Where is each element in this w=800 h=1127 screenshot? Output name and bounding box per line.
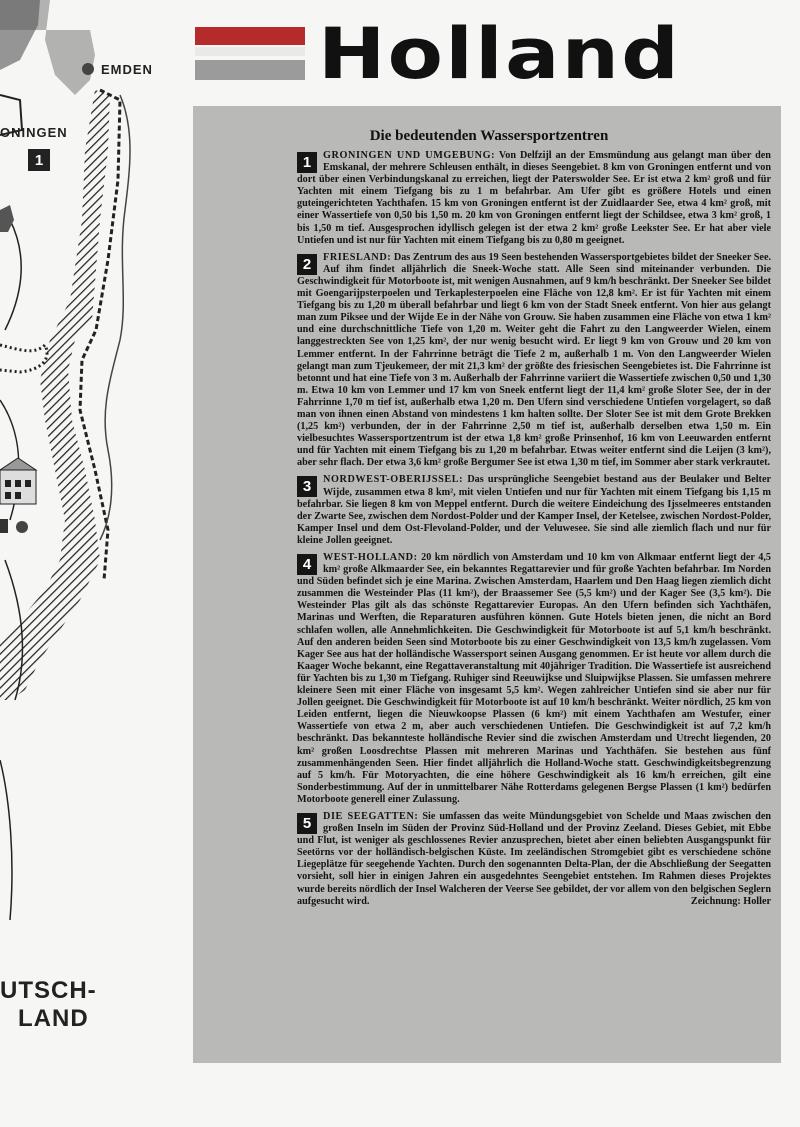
- section-number: 4: [297, 554, 317, 575]
- section-text: [297, 474, 771, 547]
- section-title: WEST-HOLLAND:: [323, 552, 418, 563]
- article-panel: [193, 106, 781, 1063]
- section-west-holland: [297, 552, 771, 806]
- article-heading: Die bedeutenden Wassersportzentren: [369, 128, 609, 144]
- section-nordwest-oberijssel: [297, 474, 771, 547]
- section-friesland: [297, 252, 771, 470]
- map-label-emden: EMDEN: [101, 62, 153, 77]
- illustration-credit: Zeichnung: Holler: [690, 895, 771, 907]
- flag-stripe-red: [195, 27, 305, 45]
- map-marker-number: 1: [28, 149, 50, 171]
- map-illustration: [0, 0, 190, 1122]
- section-title: GRONINGEN UND UMGEBUNG:: [323, 150, 496, 161]
- section-title: DIE SEEGATTEN:: [323, 810, 419, 822]
- section-body: Sie umfassen das weite Mündungsgebiet von Schelde und Maas zwischen den großen Inseln im Süden der Provinz Süd-Holland und der Provinz Zeeland. Dieses Gebiet, mit Ebbe und Flut, ist weniger als geschlossenes Revier anzusprechen, bietet aber einen beliebten Ausgangspunkt für Seetörns vor der holländisch-belgischen Küste. Im zeeländischen Stromgebiet gibt es verschiedene schöne Liegeplätze für seegehende Yachten. Durch den sogenannten Delta-Plan, der die Abschließung der Seegatten vorsieht, soll hier in einigen Jahren ein ausgedehntes Seengebiet entstehen. Im Rahmen dieses Projektes wurde bereits nördlich der Insel Walcheren der Veerse See gebildet, der vor allem von den belgischen Seglern aufgesucht wird.: [297, 810, 772, 907]
- section-text: [297, 150, 771, 247]
- section-title: NORDWEST-OBERIJSSEL:: [323, 474, 464, 486]
- section-seegatten: [297, 811, 771, 907]
- map-label-country-line1: UTSCH-: [0, 977, 97, 1004]
- section-title: FRIESLAND:: [323, 251, 392, 263]
- map-label-groningen: ONINGEN: [0, 125, 68, 140]
- flag-stripe-white: [195, 47, 305, 56]
- section-body: Von Delfzijl an der Emsmündung aus gelangt man über den Emskanal, der mehrere Schleusen enthält, in dieses Seengebiet. 8 km von Groningen entfernt und von dort über einen Verbindungskanal zu erreichen, liegt der Paterswolder See. Er ist etwa 2 km² groß und für Yachten mit einem Tiefgang bis zu 1 m befahrbar. Am Ufer gibt es größere Hotels und einen guteingerichteten Yachthafen. 15 km von Groningen entfernt ist der Zuidlaarder See, etwa 4 km² groß, mit einer Wassertiefe von 0,50 bis 1,50 m. 20 km von Groningen entfernt liegt der Schildsee, etwa 3 km² groß, 1 bis 1,50 m tief. Ausgesprochen idyllisch gelegen ist der etwa 2 km² große Leekster See. Er hat aber viele Untiefen und ist nur für Yachten mit einem Tiefgang bis zu 0,80 m geeignet.: [297, 150, 771, 246]
- section-body: 20 km nördlich von Amsterdam und 10 km von Alkmaar entfernt liegt der 4,5 km² große Alkmaarder See, ein bekanntes Regattarevier und für große Yachten befahrbar. Im Norden und Süden befindet sich je eine Marina. Zwischen Amsterdam, Haarlem und Den Haag liegen ziemlich dicht zusammen die Westeinder Plas (11 km²), der Braassemer See (5,5 km²) und der Kager See (3,5 km²). Die Westeinder Plas gilt als das schönste Regattarevier Europas. An den Ufern befinden sich Yachthäfen, Marinas und Werften, die Reparaturen ausführen können. Gute Hotels bieten jenen, die nicht an Bord schlafen wollen, alle Annehmlichkeiten. Die Geschwindigkeit für Motorboote ist auf 5,1 km/h beschränkt. Auf den anderen beiden Seen sind Motorboote bis zu einer Geschwindigkeit von 13,5 km/h zugelassen. Vom Kager See aus hat der holländische Wassersport seinen Ausgang genommen. Er ist heute vor allem durch die Kaager Woche bekannt, eine Regattaveranstaltung mit 40jähriger Tradition. Die Wassertiefe ist ausreichend für Yachten bis zu 1,30 m Tiefgang. Ruhiger sind Reeuwijkse und Sluipwijkse Plassen. Sie umfassen mehrere kleinere Seen mit einer Fläche von insgesamt 5,5 km². Wegen zahlreicher Untiefen sind sie aber nur für Jollen geeignet. Die Geschwindigkeit für Motorboote ist auf 10 km/h beschränkt. Weiter nördlich, 25 km von Leiden entfernt, liegen die Nieuwkoopse Plassen (6 km²) mit einem Yachthafen am Westufer, einer Wassertiefe von etwa 2 m, aber auch verschiedenen Untiefen. Die Geschwindigkeit ist auf 7,2 km/h beschränkt. Das bekannteste holländische Revier sind die zwischen Amsterdam und Utrecht liegenden, 20 km² großen Loosdrechtse Plassen mit mehreren Marinas und Yachthäfen. Sie bestehen aus fünf zusammenhängenden Seen. Hier findet alljährlich die Holland-Woche statt. Geschwindigkeitsbegrenzung auf 5 km/h. Für Motoryachten, die eine höhere Geschwindigkeit als 16 km/h erreichen, gilt eine Sonderbestimmung. Auf der in unmittelbarer Nähe Rotterdams gelegenen Bergse Plassen (1 km²) bedürfen Motorboote generell einer Zulassung.: [297, 552, 771, 805]
- section-body: Das Zentrum des aus 19 Seen bestehenden Wassersportgebietes bildet der Sneeker See. Auf ihm findet alljährlich die Sneek-Woche statt. Alle Seen sind miteinander verbunden. Die Geschwindigkeit für Motorboote ist, mit wenigen Ausnahmen, auf 9 km/h beschränkt. Der Sneeker See bildet mit Goengarijpsterpoelen und Terkaplesterpoelen eine Fläche von 12,8 km². Er ist für Yachten mit einem Tiefgang bis zu 1,20 m überall befahrbar und liegt 6 km von der Stadt Sneek entfernt. Von hier aus gelangt man zum Piksee und der Wijde Ee in der Nähe von Grouw. Sie haben zusammen eine Fläche von etwa 1 km² und eine durchschnittliche Tiefe von 1,20 m. Weiter geht die Fahrt zu den Langweerder Wielen, einem langgestreckten See von 1,25 km², der nur wenig besucht wird. Er liegt 9 km von Grouw und 20 km von Lemmer entfernt. In der Fahrrinne beträgt die Tiefe 2 m, außerhalb 1 m. Von den Langweerder Wielen gelangt man zum Tjeukemeer, der mit 21,3 km² der größte des friesischen Seengebietes ist. Die Fahrrinne ist betonnt und hat eine Tiefe von 3 m. Außerhalb der Fahrrinne variiert die Wassertiefe zwischen 0,50 und 1,30 m. Etwa 10 km von Lemmer und 17 km von Sneek entfernt liegt der 11,4 km² große Sloter See, der in der Fahrrinne 1,70 m tief ist, außerhalb etwa 1,20 m. Den Ufern sind verschiedene Untiefen vorgelagert, so daß man von ihnen einen Abstand von mindestens 1 km halten sollte. Der Sloter See ist mit dem Grote Brekken (1,25 km²) verbunden, der in der Fahrrinne 2,50 m tief ist, außerhalb derselben etwa 1,50 m. Ein vielbesuchtes Wassersportzentrum ist der etwa 1,8 km² große Prinsenhof, 16 km von Leeuwarden entfernt und für Yachten mit einem Tiefgang bis zu 1,20 m befahrbar. Etwas weiter entfernt sind die Leijen (3 km²), aber sehr flach. Der etwa 3,6 km² große Bergumer See ist etwa 1,30 m tief, im Sommer aber stark verkrautet.: [297, 251, 772, 469]
- map-label-country-line2: LAND: [18, 1005, 89, 1032]
- page-title: Holland: [318, 13, 682, 95]
- section-text: [297, 811, 771, 908]
- section-text: [297, 252, 771, 470]
- section-number: 5: [297, 813, 317, 834]
- section-number: 2: [297, 254, 317, 275]
- section-body: Das ursprüngliche Seengebiet bestand aus der Beulaker und Belter Wijde, zusammen etwa 8 km², mit vielen Untiefen und nur für Yachten mit einem Tiefgang bis 1,15 m befahrbar. Sie liegen 8 km von Meppel entfernt. Durch die weitere Eindeichung des Ijsselmeeres entstanden der Zwarte See, zwischen dem Nordost-Polder und der Kamper Insel, der Ketelsee, zwischen Nordost-Polder, Kamper Insel und dem Ost-Flevoland-Polder, und der Veluwesee. Sie sind alle ziemlich flach und nur für kleine Jollen geeignet.: [297, 474, 771, 546]
- section-text: [297, 552, 771, 806]
- section-number: 1: [297, 152, 317, 173]
- section-number: 3: [297, 476, 317, 497]
- building-sketch-icon: [0, 458, 36, 504]
- flag-stripe-blue: [195, 60, 305, 80]
- section-groningen: [297, 150, 771, 247]
